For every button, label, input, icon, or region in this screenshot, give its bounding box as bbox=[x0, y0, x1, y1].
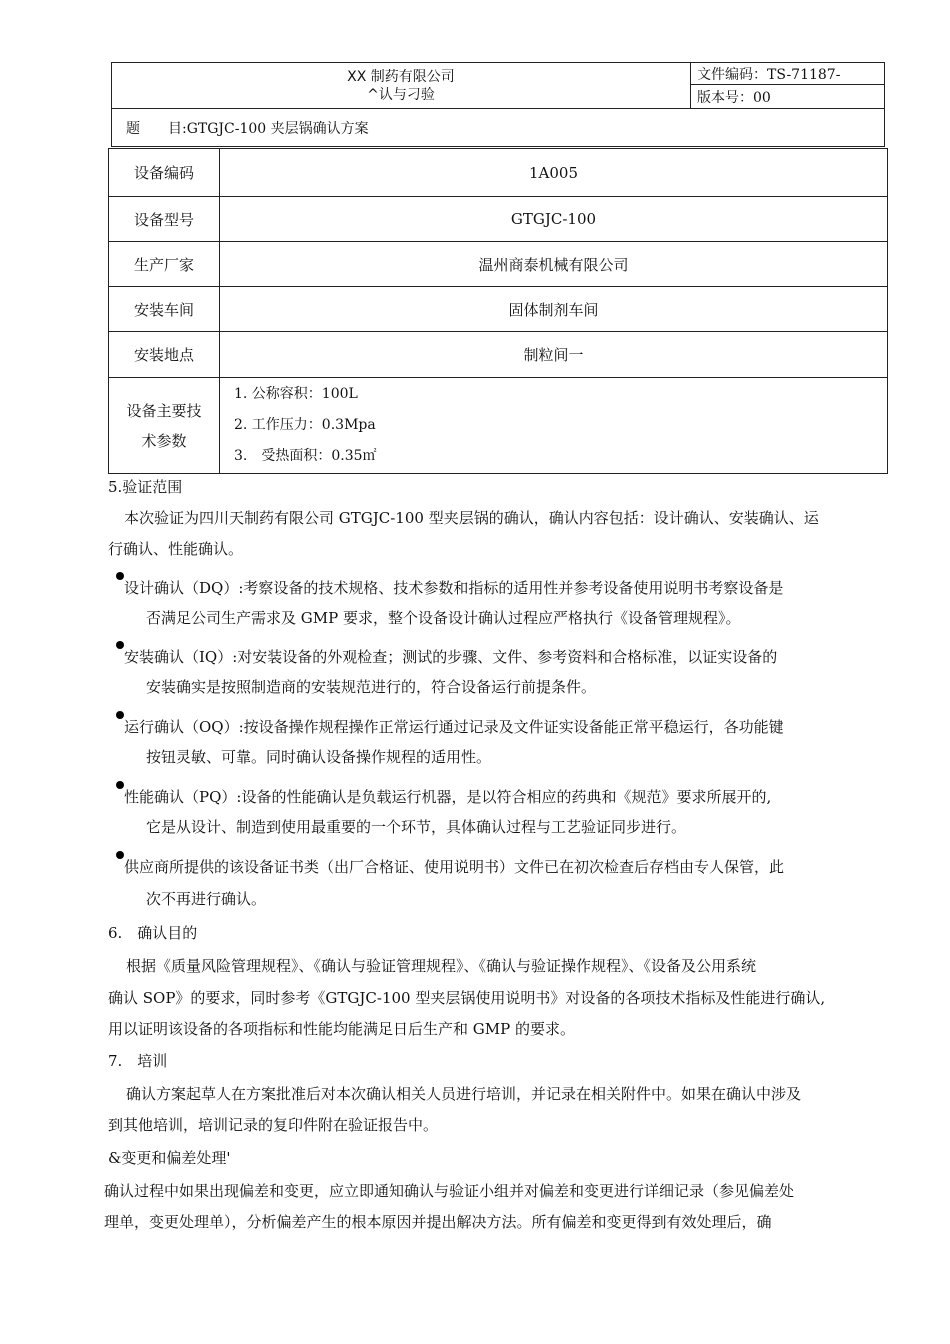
tech-param-item: 1. 公称容积：100L bbox=[234, 386, 358, 402]
section-8-title: &变更和偏差处理' bbox=[108, 1149, 231, 1167]
bullet-item bbox=[124, 642, 777, 673]
bullet-item-cont: 安装确实是按照制造商的安装规范进行的，符合设备运行前提条件。 bbox=[146, 678, 597, 696]
table-row bbox=[109, 332, 888, 378]
section-6-paragraph-cont: 用以证明该设备的各项指标和性能均能满足日后生产和 GMP 的要求。 bbox=[108, 1020, 575, 1038]
bullet-dot-icon bbox=[116, 572, 124, 580]
section-7-title: 7. 培训 bbox=[108, 1052, 168, 1070]
bullet-dot-icon bbox=[116, 711, 124, 719]
spec-label: 生产厂家 bbox=[109, 242, 220, 287]
bullet-item-cont: 按钮灵敏、可靠。同时确认设备操作规程的适用性。 bbox=[146, 748, 492, 766]
spec-value: 固体制剂车间 bbox=[220, 287, 888, 332]
equipment-spec-table bbox=[108, 148, 888, 474]
document-title bbox=[112, 109, 885, 147]
header-table bbox=[111, 62, 885, 147]
spec-label: 设备编码 bbox=[109, 149, 220, 197]
company-name: XX 制药有限公司 bbox=[347, 68, 455, 85]
bullet-item bbox=[124, 782, 771, 813]
bullet-text: 安装确认（IQ）:对安装设备的外观检查；测试的步骤、文件、参考资料和合格标准，以证实设备的 bbox=[124, 648, 778, 666]
company-cell bbox=[112, 63, 691, 109]
tech-params-label-line: 设备主要技 bbox=[126, 401, 202, 420]
spec-value: 制粒间一 bbox=[220, 332, 888, 378]
spec-label: 安装车间 bbox=[109, 287, 220, 332]
section-8-paragraph: 确认过程中如果出现偏差和变更，应立即通知确认与验证小组并对偏差和变更进行详细记录（参见偏差处 bbox=[104, 1182, 795, 1200]
bullet-dot-icon bbox=[116, 851, 124, 859]
bullet-text: 供应商所提供的该设备证书类（出厂合格证、使用说明书）文件已在初次检查后存档由专人保管，此 bbox=[124, 858, 785, 876]
tech-params-list bbox=[220, 378, 888, 474]
bullet-item-cont: 它是从设计、制造到使用最重要的一个环节，具体确认过程与工艺验证同步进行。 bbox=[146, 818, 687, 836]
section-5-intro-cont: 行确认、性能确认。 bbox=[108, 540, 244, 558]
section-7-paragraph-cont: 到其他培训，培训记录的复印件附在验证报告中。 bbox=[108, 1116, 439, 1134]
title-value: GTGJC-100 夹层锅确认方案 bbox=[186, 120, 369, 137]
section-5-intro: 本次验证为四川天制药有限公司 GTGJC-100 型夹层锅的确认，确认内容包括：设计确认、安装确认、运 bbox=[124, 509, 819, 527]
section-7-paragraph: 确认方案起草人在方案批准后对本次确认相关人员进行培训，并记录在相关附件中。如果在确认中涉及 bbox=[126, 1085, 802, 1103]
spec-value: GTGJC-100 bbox=[220, 197, 888, 242]
spec-value: 1A005 bbox=[220, 149, 888, 197]
title-label: 题 目: bbox=[126, 120, 187, 137]
table-row bbox=[109, 242, 888, 287]
bullet-dot-icon bbox=[116, 781, 124, 789]
tech-params-label-line: 术参数 bbox=[141, 431, 187, 450]
tech-param-item: 2. 工作压力：0.3Mpa bbox=[234, 417, 376, 433]
bullet-dot-icon bbox=[116, 641, 124, 649]
bullet-text: 性能确认（PQ）:设备的性能确认是负载运行机器，是以符合相应的药典和《规范》要求所展开的, bbox=[124, 788, 772, 806]
spec-label: 设备型号 bbox=[109, 197, 220, 242]
table-row bbox=[109, 149, 888, 197]
company-subtitle: ^认与刁验 bbox=[367, 86, 435, 103]
spec-label: 安装地点 bbox=[109, 332, 220, 378]
bullet-item bbox=[124, 852, 784, 883]
version-number: 版本号：00 bbox=[691, 85, 885, 109]
file-code: 文件编码：TS-71187- bbox=[691, 63, 885, 85]
table-row bbox=[109, 287, 888, 332]
tech-param-item: 3. 受热面积：0.35㎡ bbox=[234, 448, 377, 464]
tech-params-label bbox=[109, 378, 220, 474]
table-row bbox=[109, 378, 888, 474]
bullet-item-cont: 否满足公司生产需求及 GMP 要求，整个设备设计确认过程应严格执行《设备管理规程》。 bbox=[146, 609, 741, 627]
section-6-paragraph-cont: 确认 SOP》的要求，同时参考《GTGJC-100 型夹层锅使用说明书》对设备的各项技术指标及性能进行确认, bbox=[108, 989, 826, 1007]
bullet-item bbox=[124, 573, 783, 604]
section-6-title: 6. 确认目的 bbox=[108, 924, 198, 942]
table-row bbox=[109, 197, 888, 242]
bullet-text: 设计确认（DQ）:考察设备的技术规格、技术参数和指标的适用性并参考设备使用说明书考察设备是 bbox=[124, 579, 784, 597]
bullet-text: 运行确认（OQ）:按设备操作规程操作正常运行通过记录及文件证实设备能正常平稳运行，各功能键 bbox=[124, 718, 784, 736]
bullet-item-cont: 次不再进行确认。 bbox=[146, 890, 267, 908]
bullet-item bbox=[124, 712, 784, 743]
section-8-paragraph-cont: 理单，变更处理单），分析偏差产生的根本原因并提出解决方法。所有偏差和变更得到有效处理后，确 bbox=[104, 1213, 772, 1231]
section-6-paragraph: 根据《质量风险管理规程》、《确认与验证管理规程》、《确认与验证操作规程》、《设备及公用系统 bbox=[126, 957, 757, 975]
spec-value: 温州商泰机械有限公司 bbox=[220, 242, 888, 287]
section-5-title: 5.验证范围 bbox=[108, 478, 183, 496]
